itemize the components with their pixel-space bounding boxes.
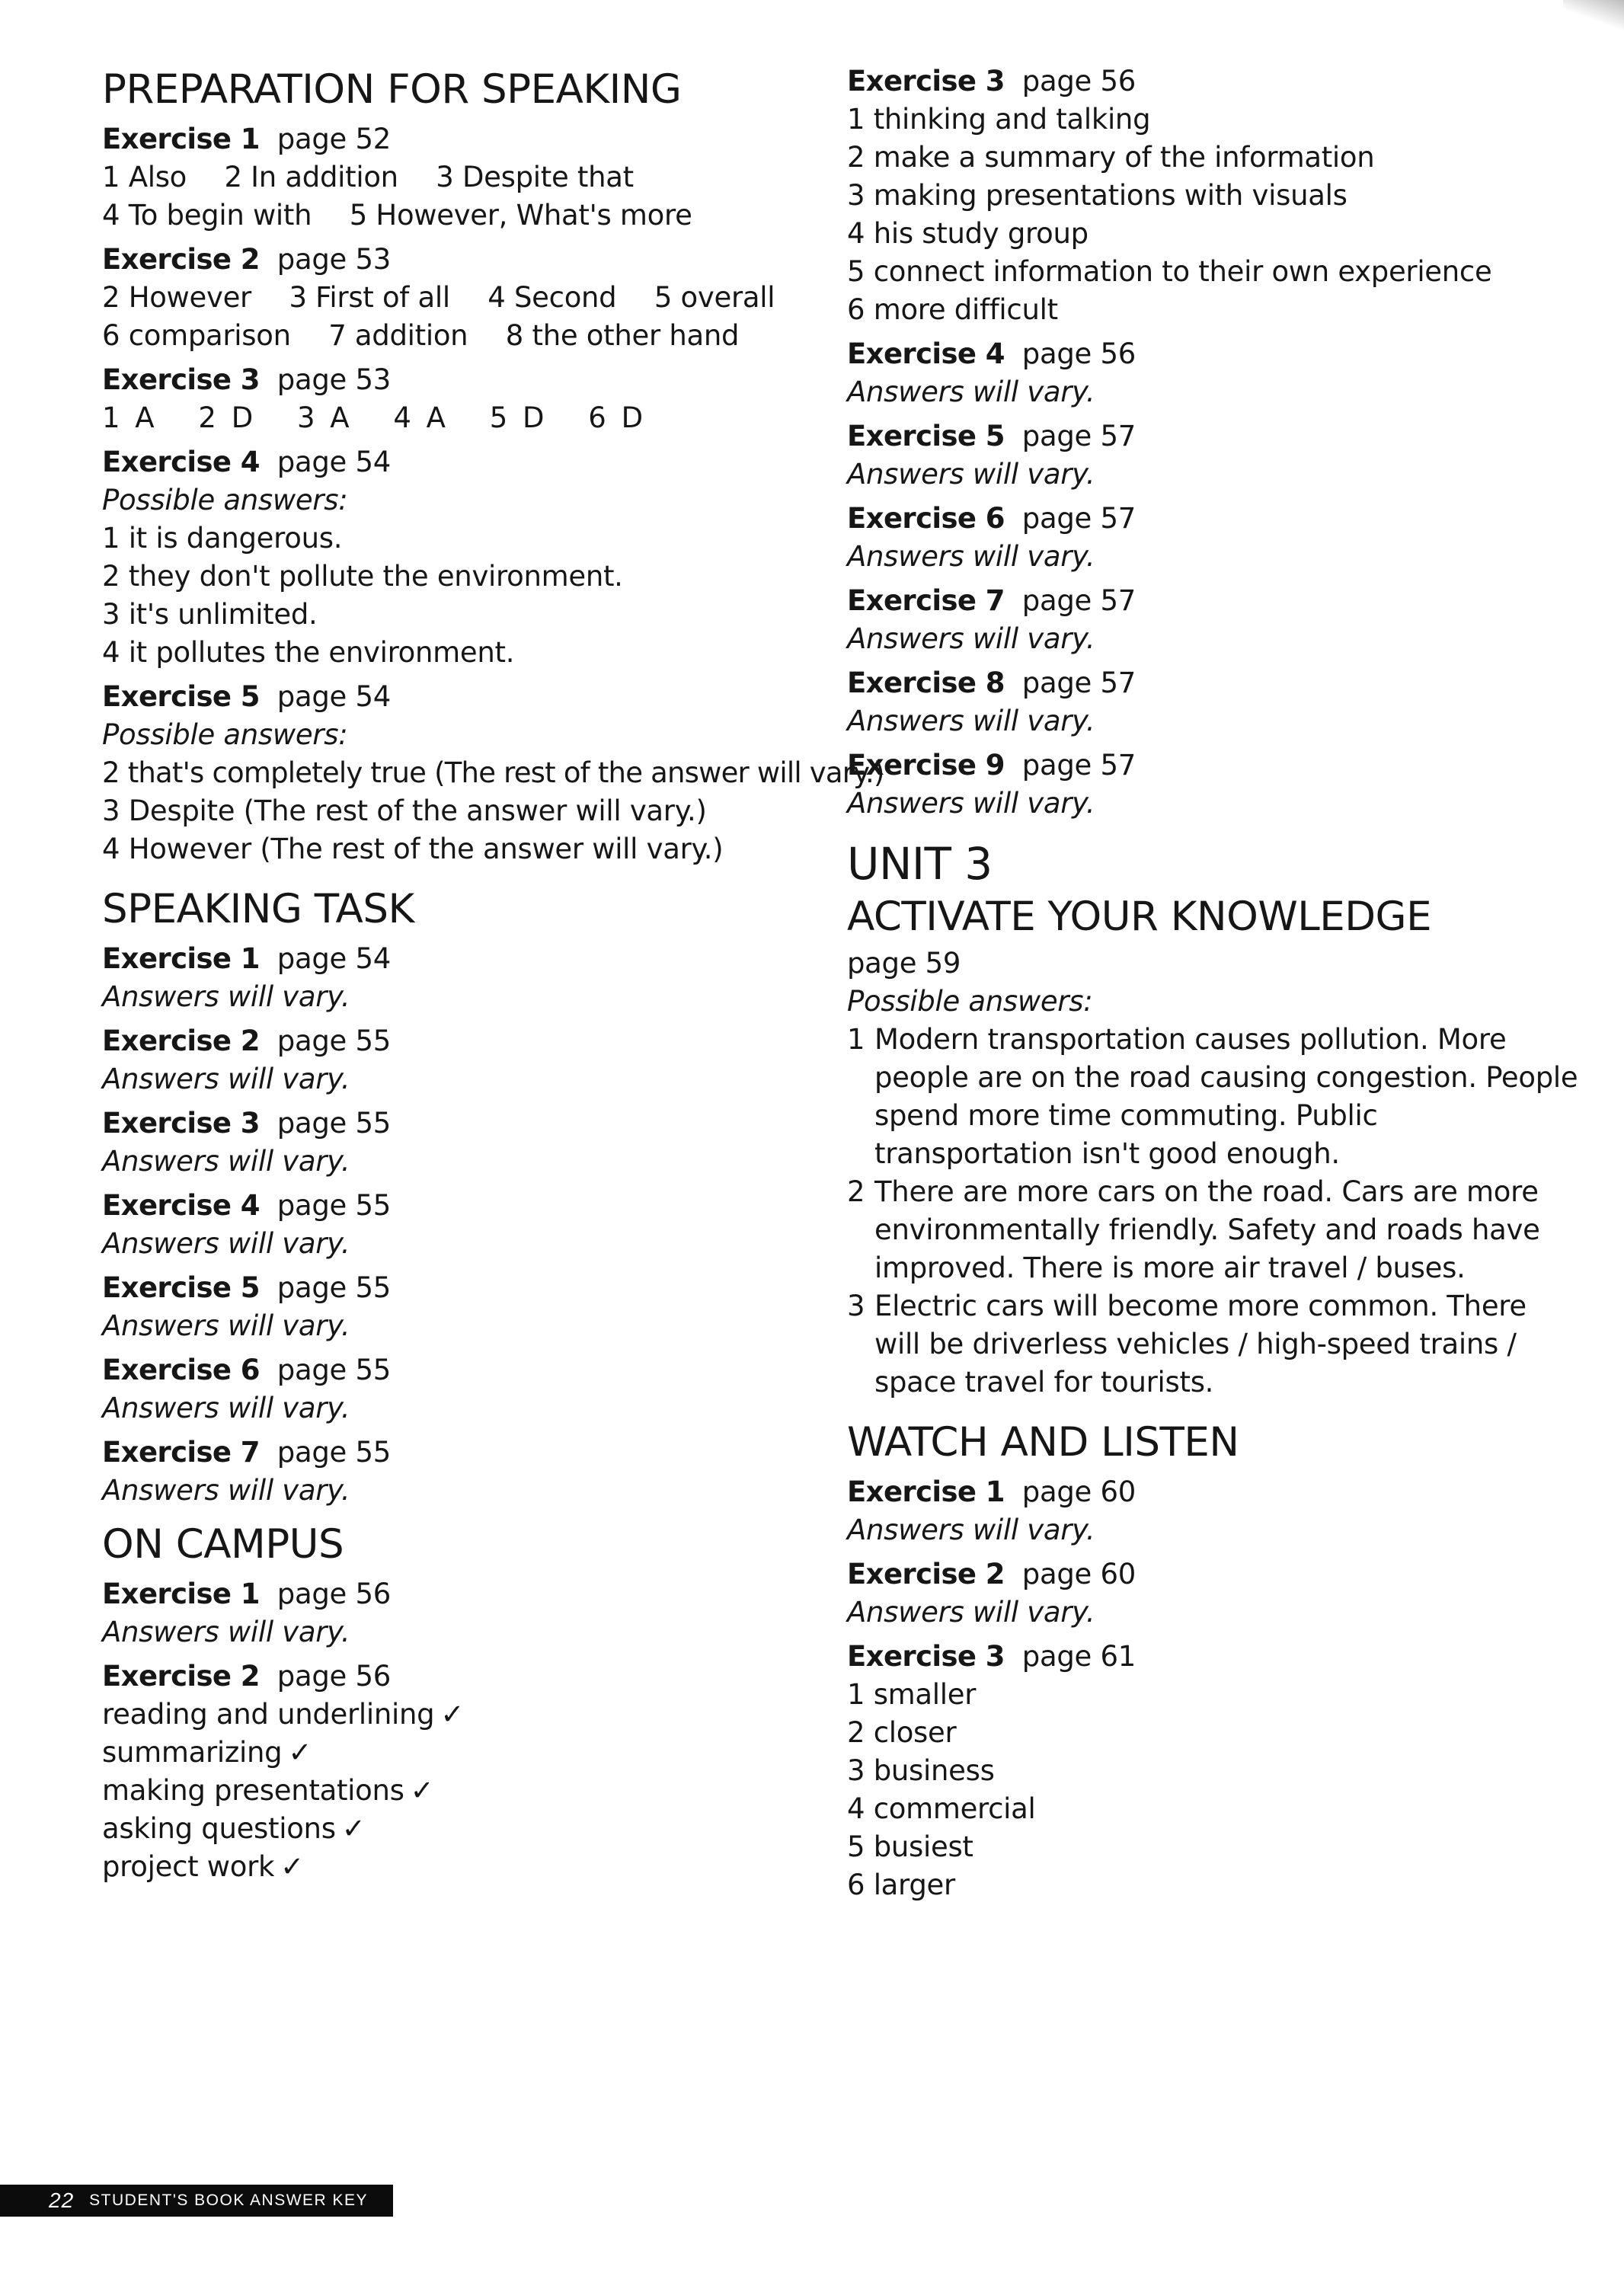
answer-text: Answers will vary. (847, 1514, 1095, 1546)
checklist-label: summarizing (102, 1736, 283, 1769)
answer-item: 5 busiest (847, 1830, 973, 1863)
section-heading-activate: ACTIVATE YOUR KNOWLEDGE (847, 894, 1432, 940)
answer-text: There are more cars on the road. Cars are more environmentally friendly. Safety and roads have improved. There is more air travel / buses. (874, 1175, 1540, 1284)
exercise-page: page 60 (1021, 1475, 1136, 1508)
speaking-exercise-4 (102, 1187, 833, 1263)
answer-text: Electric cars will become more common. There will be driverless vehicles / high-speed trains / space travel for tourists. (874, 1290, 1526, 1399)
footer-title: STUDENT'S BOOK ANSWER KEY (89, 2191, 369, 2209)
activate-answer-3 (847, 1287, 1578, 1402)
watch-exercise-1 (847, 1473, 1578, 1549)
answer-text: Answers will vary. (847, 705, 1095, 737)
exercise-label: Exercise 1 (102, 123, 260, 155)
answer-item: 1 smaller (847, 1678, 977, 1711)
exercise-label: Exercise 2 (847, 1558, 1005, 1590)
possible-answers-note: Possible answers: (847, 985, 1093, 1018)
checklist-label: reading and underlining (102, 1698, 435, 1731)
checklist-label: project work (102, 1850, 275, 1883)
answer-item: 1 Also (102, 161, 187, 193)
checklist-item (102, 1848, 833, 1886)
activate-answer-2 (847, 1173, 1578, 1287)
answer-item: 6 larger (847, 1869, 955, 1901)
checkmark-icon: ✓ (410, 1774, 434, 1807)
exercise-page: page 53 (277, 363, 391, 396)
answer-text: Answers will vary. (847, 540, 1095, 573)
campus-exercise-3 (847, 62, 1578, 329)
exercise-page: page 55 (277, 1354, 391, 1386)
exercise-label: Exercise 5 (102, 1271, 260, 1304)
speaking-exercise-3 (102, 1105, 833, 1181)
exercise-label: Exercise 2 (102, 243, 260, 276)
watch-exercise-2 (847, 1555, 1578, 1632)
exercise-page: page 53 (277, 243, 391, 276)
answer-item: 5 overall (654, 281, 775, 314)
answer-text: Answers will vary. (847, 458, 1095, 491)
answer-item: 3 Despite (The rest of the answer will vary.) (102, 794, 707, 827)
checklist-label: making presentations (102, 1774, 404, 1807)
checkmark-icon: ✓ (280, 1850, 304, 1883)
answer-item: 4 commercial (847, 1792, 1036, 1825)
speaking-exercise-1 (102, 940, 833, 1016)
watch-exercise-3 (847, 1638, 1578, 1904)
prep-exercise-3 (102, 361, 833, 437)
unit-heading: UNIT 3 (847, 838, 993, 890)
answer-item: 1 it is dangerous. (102, 522, 343, 555)
answer-text: Answers will vary. (102, 980, 350, 1013)
campus-exercise-6 (847, 500, 1578, 576)
exercise-label: Exercise 2 (102, 1660, 260, 1693)
answer-item: 6 more difficult (847, 293, 1058, 326)
speaking-exercise-2 (102, 1022, 833, 1098)
campus-exercise-5 (847, 417, 1578, 494)
exercise-page: page 61 (1021, 1640, 1136, 1673)
exercise-page: page 55 (277, 1189, 391, 1222)
exercise-label: Exercise 3 (102, 363, 260, 396)
answer-item: 3 A (296, 401, 353, 434)
answer-text: Modern transportation causes pollution. More people are on the road causing congestion. People spend more time commuting. Public transportation isn't good enough. (874, 1023, 1578, 1170)
exercise-page: page 60 (1021, 1558, 1136, 1590)
checklist-item (102, 1810, 833, 1848)
answer-item: 4 To begin with (102, 199, 312, 232)
answer-text: Answers will vary. (102, 1616, 350, 1648)
exercise-page: page 56 (277, 1660, 391, 1693)
exercise-label: Exercise 7 (847, 584, 1005, 617)
campus-exercise-1 (102, 1575, 833, 1651)
answer-item: 2 that's completely true (The rest of the answer will vary.) (102, 756, 884, 789)
campus-exercise-2 (102, 1658, 833, 1886)
answer-item: 4 his study group (847, 217, 1089, 250)
answer-item: 4 However (The rest of the answer will vary.) (102, 833, 724, 865)
exercise-page: page 55 (277, 1025, 391, 1057)
answer-text: Answers will vary. (102, 1392, 350, 1424)
checklist-label: asking questions (102, 1812, 336, 1845)
section-heading-on-campus: ON CAMPUS (102, 1521, 344, 1568)
checklist-item (102, 1696, 833, 1734)
page-number: 22 (49, 2188, 75, 2212)
answer-item: 3 business (847, 1754, 995, 1787)
answer-item: 3 making presentations with visuals (847, 179, 1347, 212)
activate-page: page 59 (847, 947, 961, 980)
speaking-exercise-5 (102, 1269, 833, 1345)
answer-item: 1 thinking and talking (847, 103, 1151, 136)
answer-item: 6 D (588, 401, 647, 434)
answer-text: Answers will vary. (847, 787, 1095, 820)
answer-text: Answers will vary. (847, 622, 1095, 655)
answer-text: Answers will vary. (102, 1145, 350, 1178)
answer-item: 2 D (198, 401, 257, 434)
section-heading-preparation: PREPARATION FOR SPEAKING (102, 66, 682, 113)
possible-answers-note: Possible answers: (102, 484, 348, 516)
checkmark-icon: ✓ (288, 1736, 312, 1769)
exercise-label: Exercise 9 (847, 749, 1005, 782)
answer-text: Answers will vary. (102, 1309, 350, 1342)
exercise-page: page 57 (1021, 749, 1136, 782)
checkmark-icon: ✓ (341, 1812, 366, 1845)
checkmark-icon: ✓ (440, 1698, 465, 1731)
exercise-page: page 57 (1021, 420, 1136, 452)
exercise-label: Exercise 4 (102, 1189, 260, 1222)
exercise-page: page 56 (277, 1578, 391, 1610)
answer-item: 3 Despite that (436, 161, 634, 193)
exercise-page: page 57 (1021, 584, 1136, 617)
exercise-label: Exercise 6 (102, 1354, 260, 1386)
answer-text: Answers will vary. (847, 376, 1095, 408)
answer-item: 4 Second (488, 281, 617, 314)
exercise-page: page 57 (1021, 667, 1136, 699)
exercise-page: page 54 (277, 942, 391, 975)
exercise-page: page 55 (277, 1107, 391, 1140)
exercise-page: page 55 (277, 1436, 391, 1469)
answer-item: 3 First of all (289, 281, 450, 314)
campus-exercise-7 (847, 582, 1578, 658)
exercise-label: Exercise 3 (102, 1107, 260, 1140)
answer-item: 5 connect information to their own experience (847, 255, 1492, 288)
answer-item: 6 comparison (102, 319, 291, 352)
exercise-page: page 52 (277, 123, 391, 155)
page-footer (0, 2185, 393, 2217)
exercise-page: page 54 (277, 446, 391, 478)
exercise-page: page 54 (277, 680, 391, 713)
exercise-label: Exercise 5 (847, 420, 1005, 452)
exercise-label: Exercise 3 (847, 1640, 1005, 1673)
activate-answer-1 (847, 1021, 1578, 1173)
exercise-label: Exercise 6 (847, 502, 1005, 535)
exercise-label: Exercise 4 (102, 446, 260, 478)
prep-exercise-2 (102, 241, 833, 355)
possible-answers-note: Possible answers: (102, 718, 348, 751)
answer-item: 8 the other hand (505, 319, 740, 352)
campus-exercise-9 (847, 746, 1578, 823)
answer-item: 3 it's unlimited. (102, 598, 318, 631)
answer-text: Answers will vary. (102, 1474, 350, 1507)
checklist-item (102, 1772, 833, 1810)
prep-exercise-5 (102, 678, 884, 868)
exercise-label: Exercise 8 (847, 667, 1005, 699)
answer-item: 7 addition (328, 319, 468, 352)
answer-text: Answers will vary. (847, 1596, 1095, 1629)
prep-exercise-1 (102, 120, 833, 235)
exercise-label: Exercise 7 (102, 1436, 260, 1469)
section-heading-speaking-task: SPEAKING TASK (102, 886, 414, 932)
exercise-label: Exercise 1 (102, 942, 260, 975)
exercise-page: page 57 (1021, 502, 1136, 535)
answer-item: 2 In addition (224, 161, 398, 193)
answer-item: 5 However, What's more (349, 199, 692, 232)
answer-item: 2 they don't pollute the environment. (102, 560, 623, 593)
exercise-label: Exercise 3 (847, 65, 1005, 98)
answer-item: 2 However (102, 281, 251, 314)
exercise-page: page 55 (277, 1271, 391, 1304)
answer-item: 2 make a summary of the information (847, 141, 1375, 174)
answer-number: 1 (847, 1023, 865, 1056)
answer-text: Answers will vary. (102, 1063, 350, 1095)
exercise-page: page 56 (1021, 65, 1136, 98)
campus-exercise-4 (847, 335, 1578, 411)
exercise-label: Exercise 2 (102, 1025, 260, 1057)
campus-exercise-8 (847, 664, 1578, 740)
answer-item: 2 closer (847, 1716, 957, 1749)
answer-item: 5 D (489, 401, 548, 434)
checklist-item (102, 1734, 833, 1772)
exercise-label: Exercise 4 (847, 337, 1005, 370)
speaking-exercise-7 (102, 1434, 833, 1510)
exercise-label: Exercise 1 (102, 1578, 260, 1610)
answer-text: Answers will vary. (102, 1227, 350, 1260)
speaking-exercise-6 (102, 1351, 833, 1427)
exercise-page: page 56 (1021, 337, 1136, 370)
answer-number: 2 (847, 1175, 865, 1208)
exercise-label: Exercise 1 (847, 1475, 1005, 1508)
section-heading-watch-listen: WATCH AND LISTEN (847, 1419, 1239, 1466)
right-column (847, 0, 1578, 1904)
answer-item: 4 it pollutes the environment. (102, 636, 515, 669)
left-column (102, 0, 884, 1886)
answer-number: 3 (847, 1290, 865, 1322)
prep-exercise-4 (102, 443, 833, 672)
answer-item: 1 A (102, 401, 158, 434)
answer-item: 4 A (393, 401, 449, 434)
exercise-label: Exercise 5 (102, 680, 260, 713)
